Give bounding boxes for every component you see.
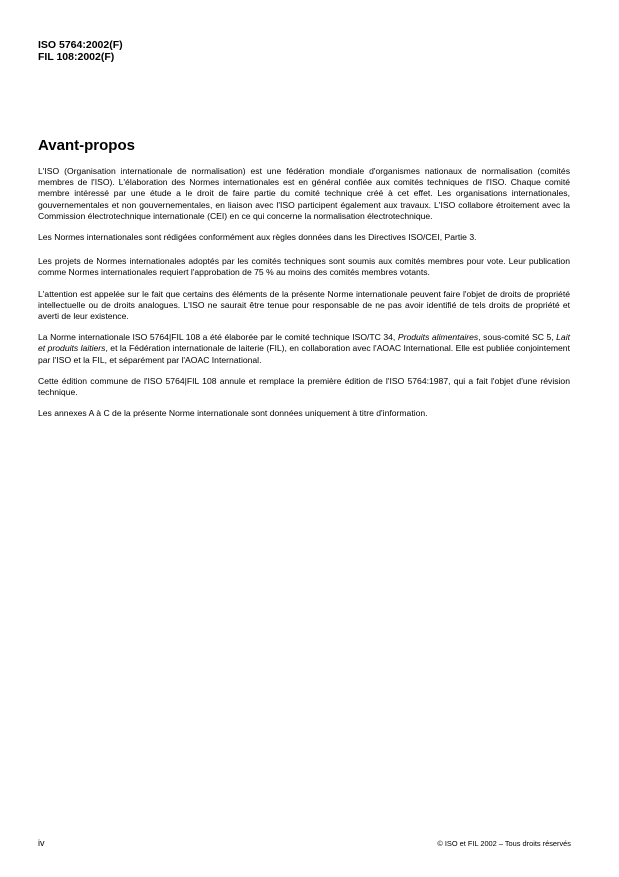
paragraph-committee: [38, 332, 570, 366]
paragraph-annexes: Les annexes A à C de la présente Norme internationale sont données uniquement à titre d'information.: [38, 408, 428, 419]
paragraph-edition: Cette édition commune de l'ISO 5764|FIL 108 annule et remplace la première édition de l'ISO 5764:1987, qui a fait l'objet d'une révision technique.: [38, 375, 570, 398]
document-reference-header: [38, 39, 123, 63]
paragraph-directives: Les Normes internationales sont rédigées conformément aux règles données dans les Directives ISO/CEI, Partie 3.: [38, 232, 477, 243]
committee-italic-lait: Lait et produits laitiers: [38, 332, 571, 354]
committee-text-part1: La Norme internationale ISO 5764|FIL 108 a été élaborée par le comité technique ISO/TC 34,: [38, 332, 398, 343]
page-number: iv: [38, 838, 45, 848]
paragraph-patent-rights: L'attention est appelée sur le fait que certains des éléments de la présente Norme internationale peuvent faire l'objet de droits de propriété intellectuelle ou de droits analogues. L'ISO ne saurait être tenue pour responsable de ne pas avoir identifié de tels droits de propriété et averti de leur existence.: [38, 288, 570, 322]
committee-text-part2: , sous-comité SC 5,: [478, 332, 557, 343]
committee-text-part3: , et la Fédération internationale de laiterie (FIL), en collaboration avec l'AOAC International. Elle est publiée conjointement par l'ISO et la FIL, et séparément par l'AOAC International.: [38, 343, 570, 365]
foreword-body: [38, 166, 570, 429]
iso-reference: ISO 5764:2002(F): [38, 39, 123, 51]
committee-italic-produits: Produits alimentaires: [397, 332, 479, 343]
fil-reference: FIL 108:2002(F): [38, 51, 115, 63]
copyright-notice: © ISO et FIL 2002 – Tous droits réservés: [437, 839, 571, 848]
section-title: Avant-propos: [38, 137, 135, 154]
paragraph-iso-organisation: L'ISO (Organisation internationale de normalisation) est une fédération mondiale d'organismes nationaux de normalisation (comités membres de l'ISO). L'élaboration des Normes internationales est en général confiée aux comités techniques de l'ISO. Chaque comité membre intéressé par une étude a le droit de faire partie du comité technique créé à cet effet. Les organisations internationales, gouvernementales et non gouvernementales, en liaison avec l'ISO participent également aux travaux. L'ISO collabore étroitement avec la Commission électrotechnique internationale (CEI) en ce qui concerne la normalisation électrotechnique.: [38, 166, 570, 221]
paragraph-voting: Les projets de Normes internationales adoptés par les comités techniques sont soumis aux comités membres pour vote. Leur publication comme Normes internationales requiert l'approbation de 75 % au moins des comités membres votants.: [38, 256, 570, 278]
